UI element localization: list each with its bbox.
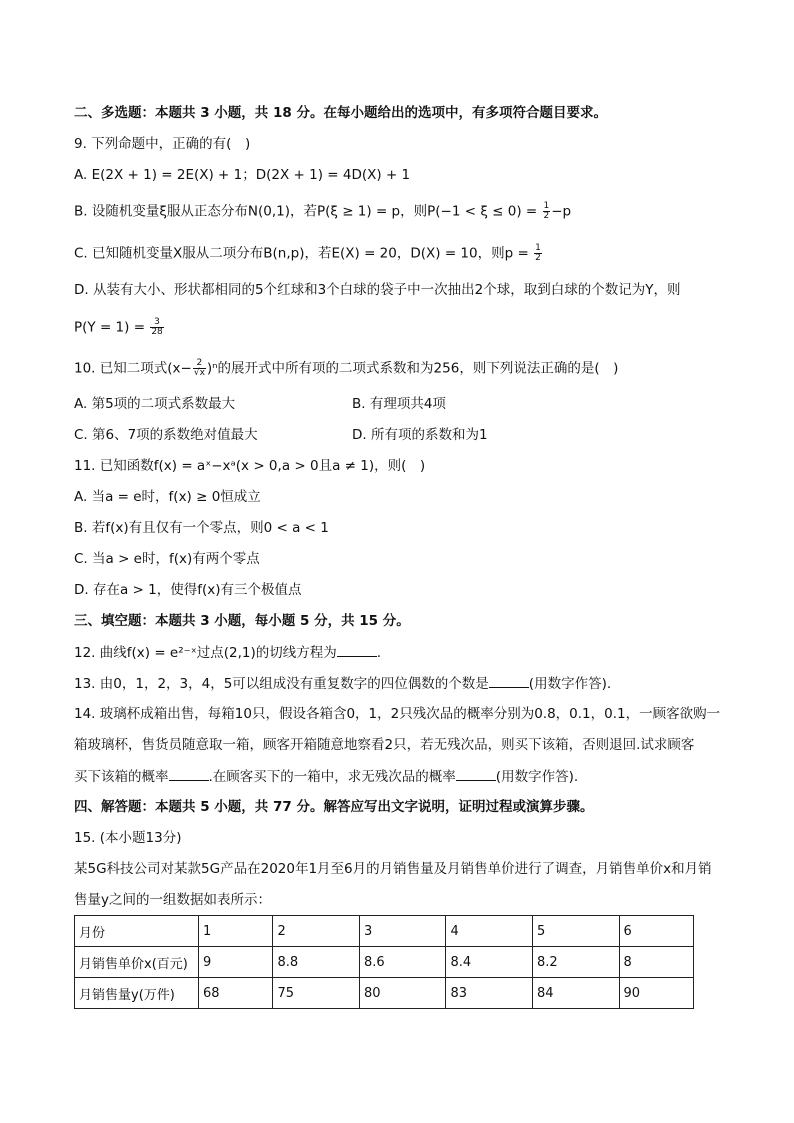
q11-stem: 11. 已知函数f(x) = aˣ−xᵃ(x > 0,a > 0且a ≠ 1)，则( ) — [74, 458, 426, 474]
q9-option-b-text: B. 设随机变量ξ服从正态分布N(0,1)，若P(ξ ≥ 1) = p，则P(−1 < ξ ≤ 0) = — [74, 203, 538, 220]
q14-answer-blank-1[interactable] — [169, 767, 209, 781]
table-row — [75, 978, 694, 1009]
q14-text-c: (用数字作答). — [495, 769, 579, 785]
q12-text: 12. 曲线f(x) = e²⁻ˣ过点(2,1)的切线方程为 — [74, 645, 337, 661]
q10-stem-text: 10. 已知二项式(x− — [74, 360, 192, 377]
q10-option-a: A. 第5项的二项式系数最大 — [74, 396, 236, 412]
q10-stem-tail: )ⁿ的展开式中所有项的二项式系数和为256，则下列说法正确的是( ) — [206, 360, 619, 377]
q9-option-d-text: P(Y = 1) = — [74, 319, 146, 336]
q13-text: 13. 由0，1，2，3，4，5可以组成没有重复数字的四位偶数的个数是 — [74, 676, 489, 692]
table-cell: 83 — [446, 978, 533, 1009]
section-answer-header: 四、解答题：本题共 5 小题，共 77 分。解答应写出文字说明，证明过程或演算步骤。 — [74, 799, 594, 815]
table-cell: 90 — [619, 978, 693, 1009]
q10-option-b: B. 有理项共4项 — [352, 396, 446, 412]
q9-option-c-text: C. 已知随机变量X服从二项分布B(n,p)，若E(X) = 20，D(X) = 10，则p = — [74, 245, 529, 262]
q13-answer-blank[interactable] — [489, 674, 529, 688]
q15-line1: 某5G科技公司对某款5G产品在2020年1月至6月的月销售量及月销售单价进行了调查，月销售单价x和月销 — [74, 861, 712, 877]
q12 — [74, 643, 381, 662]
q9-stem: 9. 下列命题中，正确的有( ) — [74, 136, 251, 152]
table-row — [75, 947, 694, 978]
fraction-numerator: 1 — [535, 243, 541, 253]
fraction-numerator: 3 — [150, 318, 163, 328]
section-multiple-choice-header: 二、多选题：本题共 3 小题，共 18 分。在每小题给出的选项中，有多项符合题目要求。 — [74, 105, 607, 121]
q12-tail: . — [376, 645, 382, 661]
table-cell: 3 — [359, 916, 446, 947]
q14-line3 — [74, 767, 578, 786]
q9-option-d-line1: D. 从装有大小、形状都相同的5个红球和3个白球的袋子中一次抽出2个球，取到白球的个数记为Y，则 — [74, 282, 681, 298]
table-row-label: 月销售单价x(百元) — [75, 947, 199, 978]
table-cell: 8.4 — [446, 947, 533, 978]
table-cell: 1 — [199, 916, 273, 947]
q15-data-table — [74, 915, 694, 1009]
q10-option-c: C. 第6、7项的系数绝对值最大 — [74, 427, 258, 443]
fraction-denominator: 28 — [151, 327, 163, 337]
q10-option-d: D. 所有项的系数和为1 — [352, 427, 488, 443]
q15-title: 15. (本小题13分) — [74, 830, 182, 846]
table-cell: 8.6 — [359, 947, 446, 978]
fraction-numerator: 1 — [543, 201, 550, 211]
table-row — [75, 916, 694, 947]
section-fill-blank-header: 三、填空题：本题共 3 小题，每小题 5 分，共 15 分。 — [74, 613, 410, 629]
table-row-label: 月份 — [75, 916, 199, 947]
table-cell: 68 — [199, 978, 273, 1009]
q9-option-b — [74, 202, 571, 221]
fraction-denominator: 2 — [535, 253, 541, 263]
q13 — [74, 674, 611, 693]
q12-answer-blank[interactable] — [337, 643, 377, 657]
table-cell: 75 — [273, 978, 360, 1009]
table-cell: 8 — [619, 947, 693, 978]
q11-option-d: D. 存在a > 1，使得f(x)有三个极值点 — [74, 582, 302, 598]
q9-option-d-line2 — [74, 318, 165, 337]
q14-line2: 箱玻璃杯，售货员随意取一箱，顾客开箱随意地察看2只，若无残次品，则买下该箱，否则退回.试求顾客 — [74, 737, 695, 753]
table-cell: 2 — [273, 916, 360, 947]
fraction-denominator: √x — [193, 368, 205, 378]
q10-fraction — [193, 359, 206, 378]
q9-option-b-tail: −p — [551, 203, 572, 220]
q9-option-d-fraction — [150, 318, 163, 337]
table-cell: 8.8 — [273, 947, 360, 978]
table-cell: 80 — [359, 978, 446, 1009]
q14-text-b: .在顾客买下的一箱中，求无残次品的概率 — [208, 769, 456, 785]
fraction-numerator: 2 — [193, 359, 206, 369]
table-cell: 9 — [199, 947, 273, 978]
q14-answer-blank-2[interactable] — [456, 767, 496, 781]
q9-option-b-fraction — [543, 202, 551, 221]
q10-stem — [74, 359, 618, 378]
q9-option-a: A. E(2X + 1) = 2E(X) + 1；D(2X + 1) = 4D(X) + 1 — [74, 167, 411, 183]
table-cell: 84 — [533, 978, 620, 1009]
table-cell: 6 — [619, 916, 693, 947]
table-cell: 4 — [446, 916, 533, 947]
q14-line1: 14. 玻璃杯成箱出售，每箱10只，假设各箱含0，1，2只残次品的概率分别为0.8，0.1，0.1，一顾客欲购一 — [74, 706, 721, 722]
q11-option-c: C. 当a > e时，f(x)有两个零点 — [74, 551, 260, 567]
table-row-label: 月销售量y(万件) — [75, 978, 199, 1009]
q11-option-a: A. 当a = e时，f(x) ≥ 0恒成立 — [74, 489, 261, 505]
q15-line2: 售量y之间的一组数据如表所示： — [74, 892, 271, 908]
q9-option-c — [74, 244, 543, 263]
table-cell: 8.2 — [533, 947, 620, 978]
q13-tail: (用数字作答). — [528, 676, 612, 692]
q14-text-a: 买下该箱的概率 — [74, 769, 169, 785]
q9-option-c-fraction — [534, 244, 542, 263]
fraction-denominator: 2 — [543, 211, 550, 221]
q11-option-b: B. 若f(x)有且仅有一个零点，则0 < a < 1 — [74, 520, 329, 536]
table-cell: 5 — [533, 916, 620, 947]
